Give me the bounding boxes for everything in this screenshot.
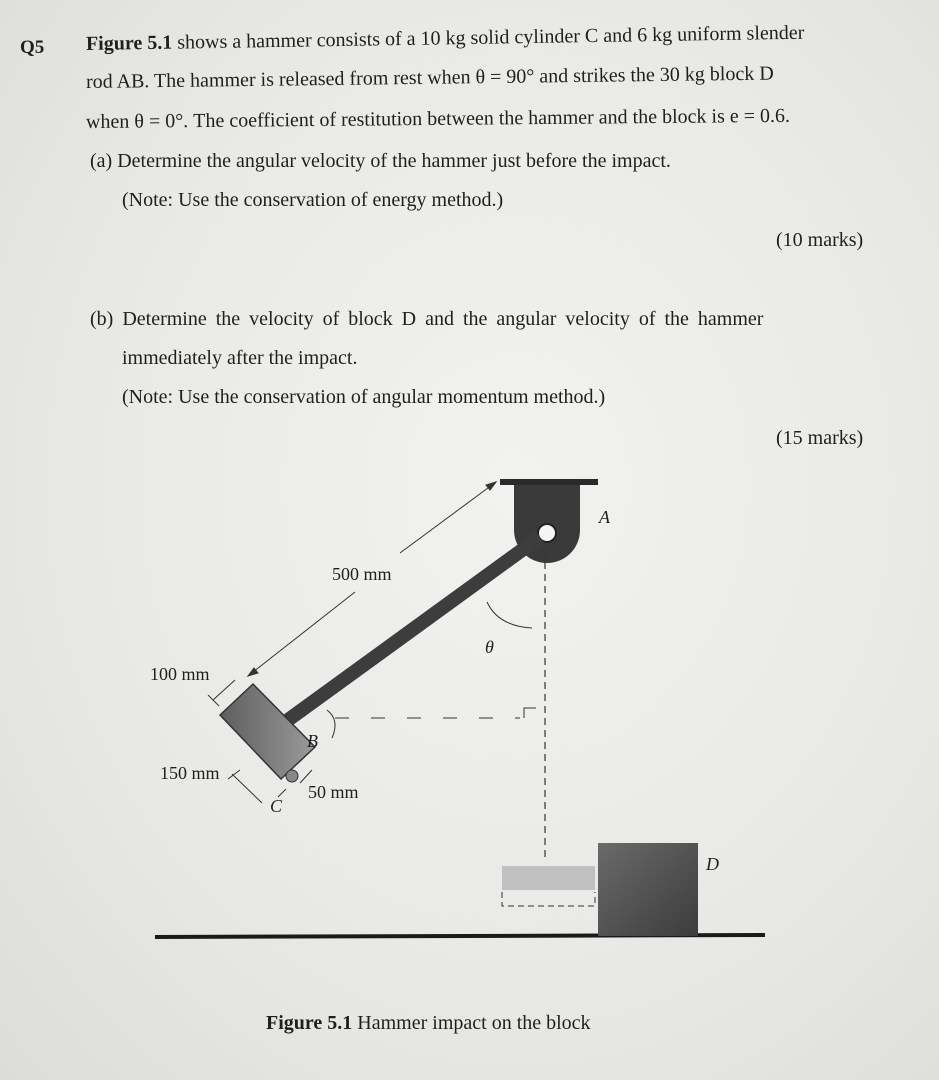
part-a-note: (Note: Use the conservation of energy method.) [122,189,504,211]
caption-text: Hammer impact on the block [352,1012,591,1034]
dim-rod-length: 500 mm [332,564,392,584]
caption-figure-number: Figure 5.1 [266,1012,353,1034]
label-d: D [706,854,719,874]
label-a: A [599,507,610,527]
question-line-1-text: shows a hammer consists of a 10 kg solid cylinder C and 6 kg uniform slender [172,21,805,54]
part-b-text-line-2: immediately after the impact. [122,347,358,369]
block-d [598,843,698,936]
part-a-marks: (10 marks) [776,229,864,251]
dim-offset: 50 mm [308,782,359,802]
b-angle-arc [327,710,335,738]
theta-arc [487,602,532,628]
right-angle-marker [524,708,536,718]
question-line-2: rod AB. The hammer is released from rest when θ = 90° and strikes the 30 kg block D [85,62,774,93]
label-theta: θ [485,637,494,657]
part-b-marks: (15 marks) [776,427,864,449]
label-c: C [270,796,283,816]
hammer-ghost-at-impact [502,866,595,906]
label-b: B [307,731,318,751]
dim-cylinder-diameter: 150 mm [160,763,220,783]
question-line-3: when θ = 0°. The coefficient of restitution between the hammer and the block is e = 0.6. [85,104,791,133]
dim-cylinder-length: 100 mm [150,664,210,684]
part-b-text-line-1: (b) Determine the velocity of block D and the angular velocity of the hammer [90,308,764,330]
part-a-text: (a) Determine the angular velocity of the hammer just before the impact. [90,150,671,172]
figure-reference: Figure 5.1 [85,31,173,55]
question-number: Q5 [20,37,45,58]
part-b-note: (Note: Use the conservation of angular momentum method.) [122,386,606,408]
rod-ab [288,537,540,720]
dimension-lines [208,482,496,803]
cylinder-c [220,684,315,779]
cylinder-end-marker [286,770,298,782]
figure-caption [266,1013,591,1033]
